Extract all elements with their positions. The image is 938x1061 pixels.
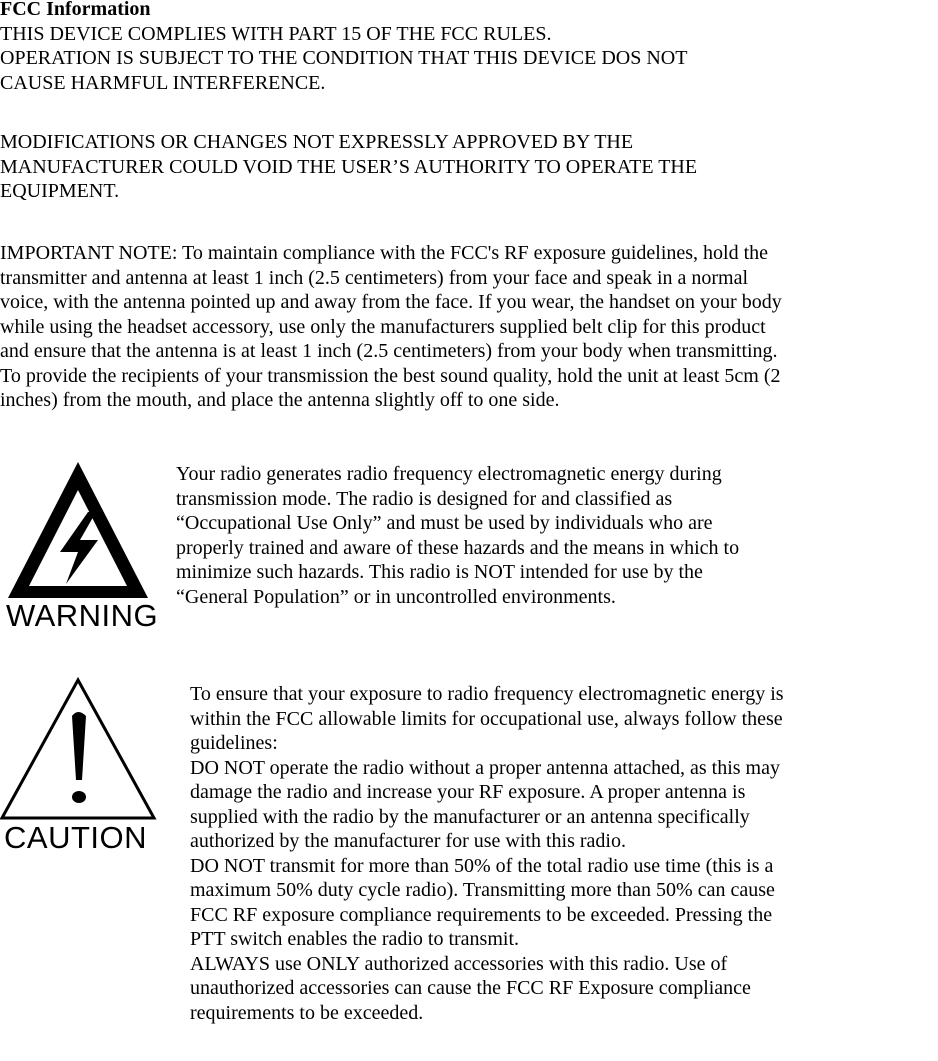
caution-line: ALWAYS use ONLY authorized accessories with this radio. Use of (190, 952, 728, 975)
warning-symbol (0, 460, 160, 635)
caution-line: requirements to be exceeded. (190, 1001, 424, 1024)
compliance-section (0, 0, 687, 95)
modifications-section (0, 130, 697, 204)
compliance-line: THIS DEVICE COMPLIES WITH PART 15 OF THE FCC RULES. (0, 22, 552, 45)
caution-line: FCC RF exposure compliance requirements to be exceeded. Pressing the (190, 903, 773, 926)
caution-label: CAUTION (4, 820, 147, 855)
modifications-line: MODIFICATIONS OR CHANGES NOT EXPRESSLY APPROVED BY THE (0, 131, 634, 153)
important-note-line: To provide the recipients of your transmission the best sound quality, hold the unit at least 5cm (2 (0, 364, 781, 387)
page-title: FCC Information (0, 0, 151, 20)
warning-line: minimize such hazards. This radio is NOT intended for use by the (176, 561, 703, 583)
exclamation-caution-icon (0, 676, 165, 826)
caution-line: DO NOT transmit for more than 50% of the total radio use time (this is a (190, 854, 774, 877)
caution-line: maximum 50% duty cycle radio). Transmitting more than 50% can cause (190, 879, 775, 901)
caution-symbol (0, 676, 165, 856)
warning-line: Your radio generates radio frequency electromagnetic energy during (176, 463, 722, 485)
warning-line: properly trained and aware of these hazards and the means in which to (176, 536, 740, 559)
caution-line: To ensure that your exposure to radio frequency electromagnetic energy is (190, 683, 784, 705)
important-note-line: and ensure that the antenna is at least 1 inch (2.5 centimeters) from your body when transmitting. (0, 340, 778, 362)
caution-line: PTT switch enables the radio to transmit. (190, 928, 520, 950)
compliance-line: CAUSE HARMFUL INTERFERENCE. (0, 71, 326, 94)
caution-line: supplied with the radio by the manufacturer or an antenna specifically (190, 805, 750, 828)
warning-line: “General Population” or in uncontrolled environments. (176, 585, 616, 608)
modifications-line: MANUFACTURER COULD VOID THE USER’S AUTHORITY TO OPERATE THE (0, 155, 698, 178)
caution-line: authorized by the manufacturer for use with this radio. (190, 830, 626, 852)
warning-line: “Occupational Use Only” and must be used by individuals who are (176, 512, 713, 534)
modifications-line: EQUIPMENT. (0, 180, 120, 202)
important-note-line: transmitter and antenna at least 1 inch (2.5 centimeters) from your face and speak in a normal (0, 266, 749, 289)
important-note-line: IMPORTANT NOTE: To maintain compliance with the FCC's RF exposure guidelines, hold the (0, 242, 769, 264)
warning-label: WARNING (6, 598, 159, 633)
caution-line: damage the radio and increase your RF exposure. A proper antenna is (190, 781, 746, 803)
caution-line: guidelines: (190, 732, 278, 754)
caution-line: DO NOT operate the radio without a proper antenna attached, as this may (190, 756, 780, 779)
important-note-line: voice, with the antenna pointed up and away from the face. If you wear, the handset on your body (0, 291, 782, 313)
caution-line: within the FCC allowable limits for occupational use, always follow these (190, 707, 783, 730)
warning-text (176, 462, 916, 609)
important-note-line: inches) from the mouth, and place the antenna slightly off to one side. (0, 389, 560, 411)
caution-line: unauthorized accessories can cause the FCC RF Exposure compliance (190, 977, 751, 999)
compliance-line: OPERATION IS SUBJECT TO THE CONDITION THAT THIS DEVICE DOS NOT (0, 47, 688, 69)
caution-text (190, 682, 930, 1025)
warning-line: transmission mode. The radio is designed for and classified as (176, 487, 673, 510)
important-note-section (0, 241, 782, 413)
important-note-line: while using the headset accessory, use only the manufacturers supplied belt clip for this product (0, 315, 766, 338)
